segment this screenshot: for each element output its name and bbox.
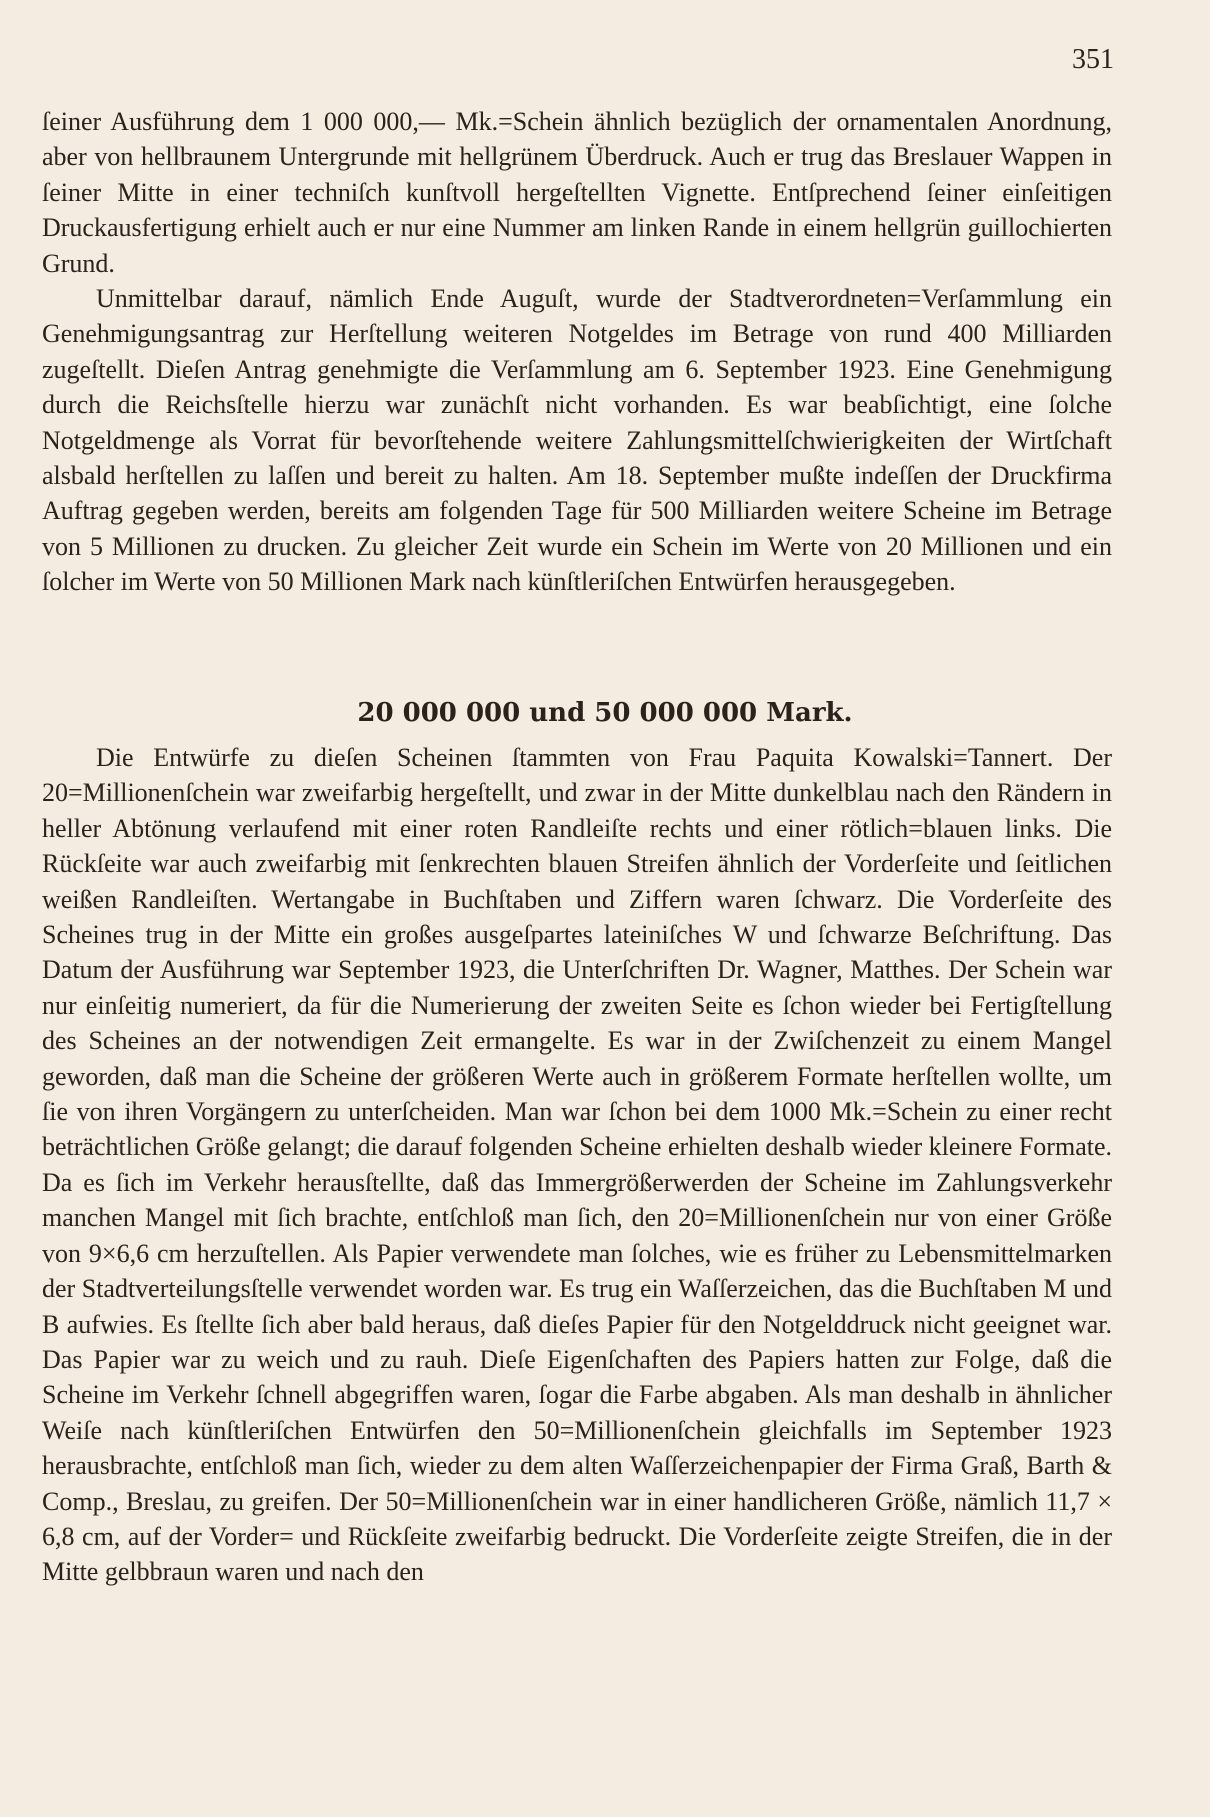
page-number: 351 [1072,44,1114,75]
paragraph-continuation: ſeiner Ausführung dem 1 000 000,— Mk.=Schein ähnlich bezüglich der ornamentalen Anordnung, aber von hellbraunem Untergrunde mit hellgrünem Überdruck. Auch er trug das Breslauer Wappen in ſeiner Mitte in einer techniſch kunſtvoll hergeſtellten Vignette. Entſprechend ſeiner einſeitigen Druckausfertigung erhielt auch er nur eine Nummer am linken Rande in einem hellgrün guillochierten Grund. [42,107,1112,278]
section-heading: 20 000 000 und 50 000 000 Mark. [357,698,853,728]
text-section-top [42,104,1112,600]
paragraph-city-council-request: Unmittelbar darauf, nämlich Ende Auguſt, wurde der Stadtverordneten=Verſammlung ein Genehmigungsantrag zur Herſtellung weiteren Notgeldes im Betrage von rund 400 Milliarden zugeſtellt. Dieſen Antrag genehmigte die Verſammlung am 6. September 1923. Eine Genehmigung durch die Reichsſtelle hierzu war zunächſt nicht vorhanden. Es war beabſichtigt, eine ſolche Notgeldmenge als Vorrat für bevorſtehende weitere Zahlungsmittelſchwierigkeiten der Wirtſchaft alsbald herſtellen zu laſſen und bereit zu halten. Am 18. September mußte indeſſen der Druckfirma Auftrag gegeben werden, bereits am folgenden Tage für 500 Milliarden weitere Scheine im Betrage von 5 Millionen zu drucken. Zu gleicher Zeit wurde ein Schein im Werte von 20 Millionen und ein ſolcher im Werte von 50 Millionen Mark nach künſtleriſchen Entwürfen herausgegeben. [42,284,1112,597]
text-section-bottom [42,740,1112,1590]
paragraph-banknote-designs: Die Entwürfe zu dieſen Scheinen ſtammten von Frau Paquita Kowalski=Tannert. Der 20=Millionenſchein war zweifarbig hergeſtellt, und zwar in der Mitte dunkelblau nach den Rändern in heller Abtönung verlaufend mit einer roten Randleiſte rechts und einer rötlich=blauen links. Die Rückſeite war auch zweifarbig mit ſenkrechten blauen Streifen ähnlich der Vorderſeite und ſeitlichen weißen Randleiſten. Wertangabe in Buchſtaben und Ziffern waren ſchwarz. Die Vorderſeite des Scheines trug in der Mitte ein großes ausgeſpartes lateiniſches W und ſchwarze Beſchriftung. Das Datum der Ausführung war September 1923, die Unterſchriften Dr. Wagner, Matthes. Der Schein war nur einſeitig numeriert, da für die Numerierung der zweiten Seite es ſchon wieder bei Fertigſtellung des Scheines an der notwendigen Zeit ermangelte. Es war in der Zwiſchenzeit zu einem Mangel geworden, daß man die Scheine der größeren Werte auch in größerem Formate herſtellen wollte, um ſie von ihren Vorgängern zu unterſcheiden. Man war ſchon bei dem 1000 Mk.=Schein zu einer recht beträchtlichen Größe gelangt; die darauf folgenden Scheine erhielten deshalb wieder kleinere Formate. Da es ſich im Verkehr herausſtellte, daß das Immergrößerwerden der Scheine im Zahlungsverkehr manchen Mangel mit ſich brachte, entſchloß man ſich, den 20=Millionenſchein nur von einer Größe von 9×6,6 cm herzuſtellen. Als Papier verwendete man ſolches, wie es früher zu Lebensmittelmarken der Stadtverteilungsſtelle verwendet worden war. Es trug ein Waſſerzeichen, das die Buchſtaben M und B aufwies. Es ſtellte ſich aber bald heraus, daß dieſes Papier für den Notgelddruck nicht geeignet war. Das Papier war zu weich und zu rauh. Dieſe Eigenſchaften des Papiers hatten zur Folge, daß die Scheine im Verkehr ſchnell abgegriffen waren, ſogar die Farbe abgaben. Als man deshalb in ähnlicher Weiſe nach künſtleriſchen Entwürfen den 50=Millionenſchein gleichfalls im September 1923 herausbrachte, entſchloß man ſich, wieder zu dem alten Waſſerzeichenpapier der Firma Graß, Barth & Comp., Breslau, zu greifen. Der 50=Millionenſchein war in einer handlicheren Größe, nämlich 11,7 × 6,8 cm, auf der Vorder= und Rückſeite zweifarbig bedruckt. Die Vorderſeite zeigte Streifen, die in der Mitte gelbbraun waren und nach den [42,743,1112,1587]
